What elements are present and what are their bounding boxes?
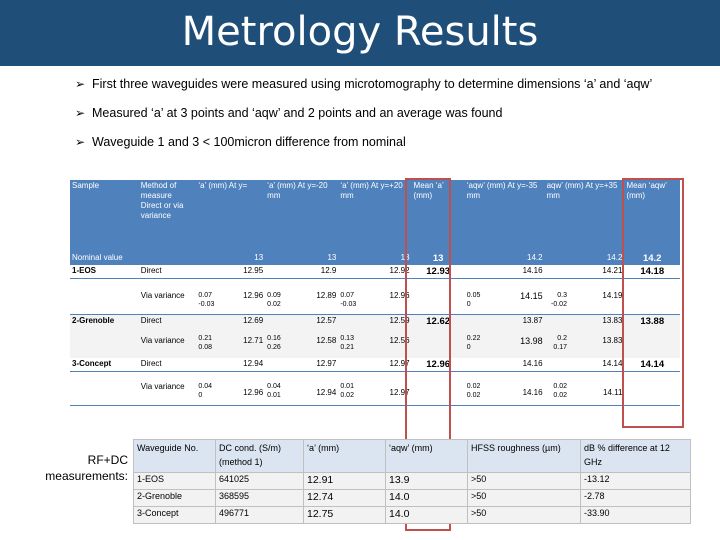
cell: 14.19 bbox=[569, 279, 624, 315]
cell: >50 bbox=[468, 490, 581, 507]
table-header-row bbox=[134, 440, 691, 473]
variance-value: 0.01 bbox=[340, 383, 354, 390]
variance-value: 0.07 bbox=[340, 292, 354, 299]
bullet-text: Measured ‘a’ at 3 points and ‘aqw’ and 2 points and an average was found bbox=[92, 106, 503, 120]
variance-value: 0.02 bbox=[340, 392, 354, 399]
arrow-bullet-icon: ➢ bbox=[75, 106, 86, 120]
variance-value: 0.02 bbox=[553, 392, 567, 399]
table-row bbox=[70, 279, 680, 315]
arrow-bullet-icon: ➢ bbox=[75, 135, 86, 149]
cell: 12.75 bbox=[304, 507, 386, 524]
sample-cell bbox=[70, 279, 139, 315]
cell: 14.11 bbox=[569, 372, 624, 406]
mean-aqw-cell: 14.14 bbox=[624, 358, 680, 372]
cell: >50 bbox=[468, 507, 581, 524]
variance-value: 0.13 bbox=[340, 335, 354, 342]
cell: 12.95 bbox=[196, 265, 265, 279]
column-header: ‘a’ (mm) At y=+20 mm bbox=[338, 180, 411, 252]
rf-dc-label-line1: RF+DC bbox=[87, 453, 128, 467]
variance-value: 0.09 bbox=[267, 292, 281, 299]
table-row bbox=[70, 358, 680, 372]
table-row bbox=[134, 507, 691, 524]
cell: 13 bbox=[196, 252, 265, 265]
bullet-item bbox=[75, 134, 698, 151]
variance-value: 0.02 bbox=[553, 383, 567, 390]
cell: 12.59 bbox=[338, 315, 411, 329]
method-cell: Via variance bbox=[139, 279, 197, 315]
rf-dc-table bbox=[133, 439, 691, 524]
cell: 641025 bbox=[216, 473, 304, 490]
bullet-item bbox=[75, 76, 698, 93]
variance-value: 0.3 bbox=[557, 292, 567, 299]
variance-value: 0.21 bbox=[198, 335, 213, 342]
column-header: dB % difference at 12 GHz bbox=[581, 440, 691, 473]
column-header: ‘aqw’ (mm) At y=-35 mm bbox=[465, 180, 545, 252]
cell: 13.9 bbox=[386, 473, 468, 490]
cell: -13.12 bbox=[581, 473, 691, 490]
mean-a-cell: 12.62 bbox=[412, 315, 465, 329]
cell: 12.89 bbox=[290, 279, 339, 315]
cell: 14.0 bbox=[386, 490, 468, 507]
variance-value: 0.02 bbox=[267, 301, 281, 308]
cell: 13.83 bbox=[569, 328, 624, 358]
bullet-item bbox=[75, 105, 698, 122]
cell: 13 bbox=[338, 252, 411, 265]
table-row bbox=[70, 315, 680, 329]
column-header: Method of measure Direct or via variance bbox=[139, 180, 197, 252]
variance-value: 0.16 bbox=[267, 335, 281, 342]
sample-cell bbox=[70, 372, 139, 406]
method-cell: Via variance bbox=[139, 328, 197, 358]
variance-value: 0.01 bbox=[267, 392, 281, 399]
cell: 14.16 bbox=[465, 265, 545, 279]
column-header: ‘a’ (mm) At y=-20 mm bbox=[265, 180, 338, 252]
table-header-row bbox=[70, 180, 680, 252]
cell: 12.96 bbox=[363, 279, 412, 315]
cell: 12.74 bbox=[304, 490, 386, 507]
cell: 12.56 bbox=[363, 328, 412, 358]
column-header: Waveguide No. bbox=[134, 440, 216, 473]
table-row bbox=[70, 328, 680, 358]
cell: 12.96 bbox=[219, 279, 266, 315]
bullet-text: Waveguide 1 and 3 < 100micron difference from nominal bbox=[92, 135, 406, 149]
column-header: aqw’ (mm) At y=+35 mm bbox=[545, 180, 625, 252]
variance-value: 0.2 bbox=[557, 335, 567, 342]
bullet-text: First three waveguides were measured using microtomography to determine dimensions ‘a’ and ‘aqw’ bbox=[92, 77, 653, 91]
cell: 14.0 bbox=[386, 507, 468, 524]
cell: 13.87 bbox=[465, 315, 545, 329]
cell: >50 bbox=[468, 473, 581, 490]
cell: 1-EOS bbox=[134, 473, 216, 490]
variance-value: 0 bbox=[466, 344, 471, 351]
table-row bbox=[70, 265, 680, 279]
variance-value: 0.02 bbox=[466, 392, 481, 399]
cell: 12.97 bbox=[338, 358, 411, 372]
cell: -33.90 bbox=[581, 507, 691, 524]
mean-a-cell: 13 bbox=[412, 252, 465, 265]
arrow-bullet-icon: ➢ bbox=[75, 77, 86, 91]
column-header: Mean ‘aqw’ (mm) bbox=[624, 180, 680, 252]
variance-value: 0 bbox=[198, 392, 203, 399]
rf-dc-label bbox=[32, 452, 128, 484]
cell: 12.97 bbox=[265, 358, 338, 372]
cell: 14.16 bbox=[487, 372, 545, 406]
cell: 14.16 bbox=[465, 358, 545, 372]
table-row bbox=[134, 490, 691, 507]
cell: 496771 bbox=[216, 507, 304, 524]
cell: 14.2 bbox=[545, 252, 625, 265]
variance-value: 0.02 bbox=[466, 383, 481, 390]
method-cell: Direct bbox=[139, 358, 197, 372]
column-header: ‘a’ (mm) At y= bbox=[196, 180, 265, 252]
variance-value: -0.03 bbox=[198, 301, 215, 308]
cell: 13.83 bbox=[545, 315, 625, 329]
variance-value: 0.21 bbox=[340, 344, 354, 351]
variance-value: -0.03 bbox=[340, 301, 357, 308]
column-header: DC cond. (S/m) (method 1) bbox=[216, 440, 304, 473]
cell: 12.57 bbox=[265, 315, 338, 329]
sample-cell: 2-Grenoble bbox=[70, 315, 139, 329]
column-header: Sample bbox=[70, 180, 139, 252]
variance-value: 0.22 bbox=[466, 335, 481, 342]
cell: 13.98 bbox=[487, 328, 545, 358]
variance-value: 0 bbox=[466, 301, 471, 308]
variance-value: 0.17 bbox=[553, 344, 567, 351]
mean-a-cell: 12.96 bbox=[412, 358, 465, 372]
nominal-row bbox=[70, 252, 680, 265]
mean-aqw-cell: 14.2 bbox=[624, 252, 680, 265]
cell: 12.94 bbox=[196, 358, 265, 372]
cell: 12.71 bbox=[219, 328, 266, 358]
empty-cell bbox=[139, 252, 197, 265]
cell: 368595 bbox=[216, 490, 304, 507]
column-header: Mean ‘a’ (mm) bbox=[412, 180, 465, 252]
cell: 13 bbox=[265, 252, 338, 265]
cell: 14.21 bbox=[545, 265, 625, 279]
sample-cell: 1-EOS bbox=[70, 265, 139, 279]
sample-cell: 3-Concept bbox=[70, 358, 139, 372]
cell: 3-Concept bbox=[134, 507, 216, 524]
cell: 12.96 bbox=[219, 372, 266, 406]
metrology-table bbox=[70, 180, 680, 406]
cell: 12.92 bbox=[338, 265, 411, 279]
table-row bbox=[70, 372, 680, 406]
table-row bbox=[134, 473, 691, 490]
slide-title: Metrology Results bbox=[181, 9, 539, 55]
bullet-list bbox=[75, 76, 698, 163]
variance-value: 0.05 bbox=[466, 292, 481, 299]
rf-dc-label-line2: measurements: bbox=[45, 469, 128, 483]
mean-aqw-cell: 13.88 bbox=[624, 315, 680, 329]
variance-value: 0.07 bbox=[198, 292, 213, 299]
cell: 12.91 bbox=[304, 473, 386, 490]
method-cell: Direct bbox=[139, 265, 197, 279]
column-header: HFSS roughness (µm) bbox=[468, 440, 581, 473]
cell: 2-Grenoble bbox=[134, 490, 216, 507]
cell: 12.69 bbox=[196, 315, 265, 329]
cell: 14.15 bbox=[487, 279, 545, 315]
column-header: ‘a’ (mm) bbox=[304, 440, 386, 473]
row-label: Nominal value bbox=[70, 252, 139, 265]
variance-value: -0.02 bbox=[551, 301, 567, 308]
variance-value: 0.26 bbox=[267, 344, 281, 351]
mean-a-cell: 12.93 bbox=[412, 265, 465, 279]
method-cell: Via variance bbox=[139, 372, 197, 406]
cell: -2.78 bbox=[581, 490, 691, 507]
cell: 12.58 bbox=[290, 328, 339, 358]
variance-value: 0.04 bbox=[198, 383, 213, 390]
cell: 14.14 bbox=[545, 358, 625, 372]
cell: 14.2 bbox=[465, 252, 545, 265]
variance-value: 0.04 bbox=[267, 383, 281, 390]
mean-aqw-cell: 14.18 bbox=[624, 265, 680, 279]
mean-aqw-highlight bbox=[622, 178, 684, 428]
column-header: ‘aqw’ (mm) bbox=[386, 440, 468, 473]
cell: 12.94 bbox=[290, 372, 339, 406]
sample-cell bbox=[70, 328, 139, 358]
method-cell: Direct bbox=[139, 315, 197, 329]
cell: 12.97 bbox=[363, 372, 412, 406]
cell: 12.9 bbox=[265, 265, 338, 279]
variance-value: 0.08 bbox=[198, 344, 213, 351]
